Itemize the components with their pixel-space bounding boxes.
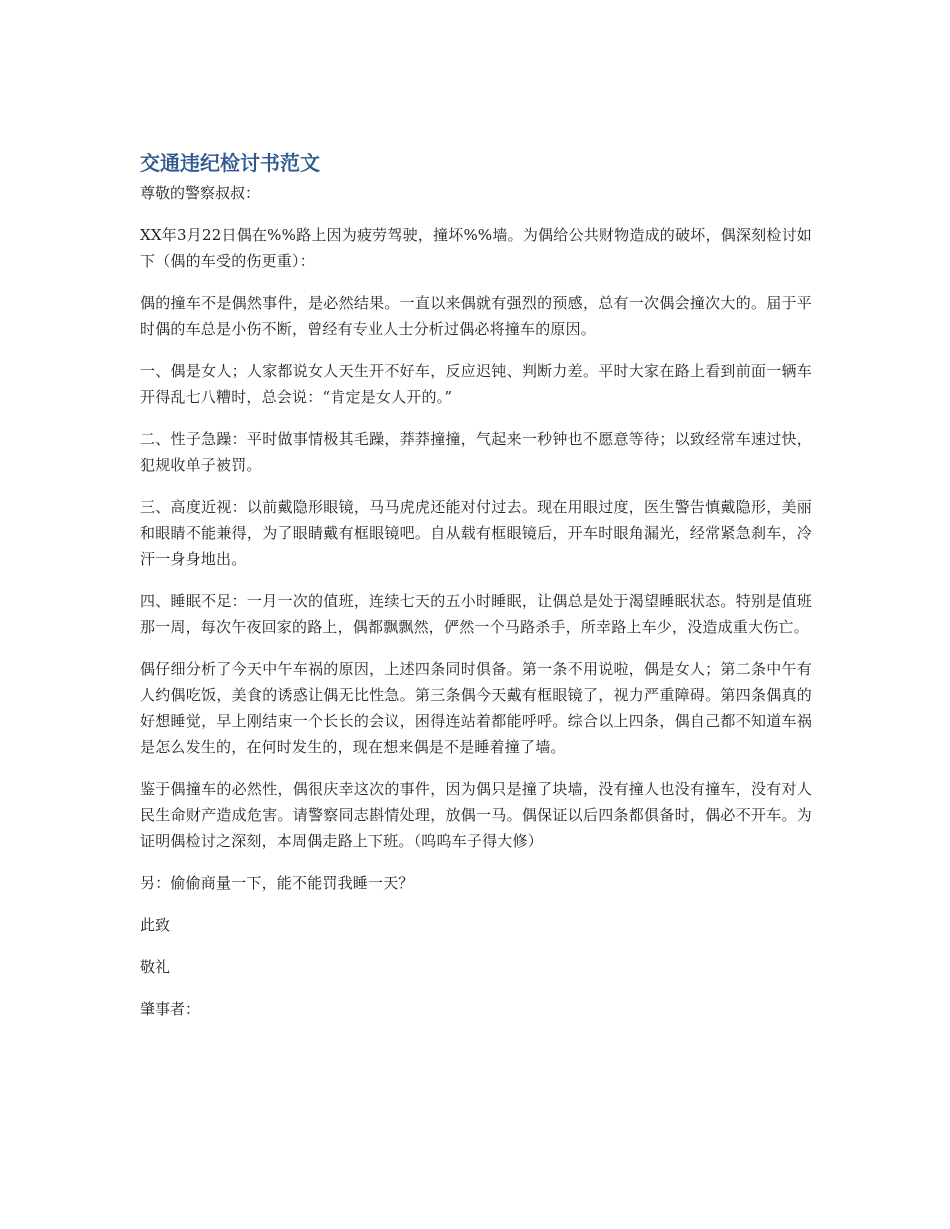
paragraph-2: 偶的撞车不是偶然事件，是必然结果。一直以来偶就有强烈的预感，总有一次偶会撞次大的。届于平时偶的车总是小伤不断，曾经有专业人士分析过偶必将撞车的原因。: [140, 294, 812, 338]
paragraph-6: 四、睡眠不足：一月一次的值班，连续七天的五小时睡眠，让偶总是处于渴望睡眠状态。特别是值班那一周，每次午夜回家的路上，偶都飘飘然，俨然一个马路杀手，所幸路上车少，没造成重大伤亡。: [140, 592, 812, 636]
paragraph-1: XX年3月22日偶在%%路上因为疲劳驾驶，撞坏%%墙。为偶给公共财物造成的破坏，偶深刻检讨如下（偶的车受的伤更重）：: [140, 226, 812, 270]
paragraph-3: 一、偶是女人；人家都说女人天生开不好车，反应迟钝、判断力差。平时大家在路上看到前面一辆车开得乱七八糟时，总会说：“肯定是女人开的。”: [140, 362, 812, 406]
document-title: 交通违纪检讨书范文: [140, 151, 320, 175]
document-page: [140, 148, 812, 1038]
paragraph-9: 另：偷偷商量一下，能不能罚我睡一天？: [140, 874, 414, 892]
paragraph-8: 鉴于偶撞车的必然性，偶很庆幸这次的事件，因为偶只是撞了块墙，没有撞人也没有撞车，没有对人民生命财产造成危害。请警察同志斟情处理，放偶一马。偶保证以后四条都俱备时，偶必不开车。为证明偶检讨之深刻，本周偶走路上下班。（呜呜车子得大修）: [140, 780, 812, 850]
closing-line-1: 此致: [140, 916, 171, 934]
paragraph-7: 偶仔细分析了今天中午车祸的原因，上述四条同时俱备。第一条不用说啦，偶是女人；第二条中午有人约偶吃饭，美食的诱惑让偶无比性急。第三条偶今天戴有框眼镜了，视力严重障碍。第四条偶真的好想睡觉，早上刚结束一个长长的会议，困得连站着都能呼呼。综合以上四条，偶自己都不知道车祸是怎么发生的，在何时发生的，现在想来偶是不是睡着撞了墙。: [140, 660, 812, 756]
signature-line: 肇事者：: [140, 1000, 201, 1018]
salutation: 尊敬的警察叔叔：: [140, 184, 261, 202]
paragraph-4: 二、性子急躁：平时做事情极其毛躁，莽莽撞撞，气起来一秒钟也不愿意等待；以致经常车速过快，犯规收单子被罚。: [140, 430, 812, 474]
paragraph-5: 三、高度近视：以前戴隐形眼镜，马马虎虎还能对付过去。现在用眼过度，医生警告慎戴隐形，美丽和眼睛不能兼得，为了眼睛戴有框眼镜吧。自从载有框眼镜后，开车时眼角漏光，经常紧急刹车，冷汗一身身地出。: [140, 498, 812, 568]
closing-line-2: 敬礼: [140, 958, 171, 976]
